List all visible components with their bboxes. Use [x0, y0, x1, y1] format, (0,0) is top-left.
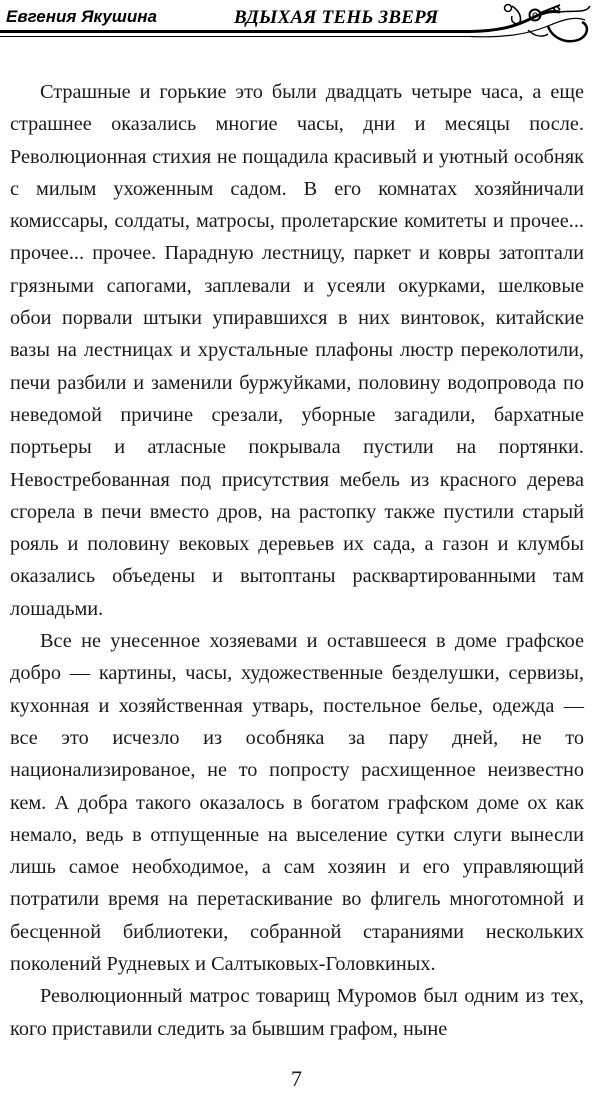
paragraph: Страшные и горькие это были двадцать четыре часа, а еще страшнее оказались многие часы, дни и месяцы после. Революционная стихия не пощадила красивый и уютный особняк с милым ухоженным садом. В его комнатах хозяйничали комиссары, солдаты, матросы, пролетарские комитеты и прочее... прочее... прочее. Парадную лестницу, паркет и ковры затоптали грязными сапогами, заплевали и усеяли окурками, шелковые обои порвали штыки упиравшихся в них винтовок, китайские вазы на лестницах и хрустальные плафоны люстр переколотили, печи разбили и заменили буржуйками, половину водопровода по неведомой причине срезали, уборные загадили, бархатные портьеры и атласные покрывала пустили на портянки. Невостребованная под присутствия мебель из красного дерева сгорела в печи вместо дров, на растопку также пустили старый рояль и половину вековых деревьев их сада, а газон и клумбы оказались объедены и вытоптаны расквартированными там лошадьми.: [10, 81, 584, 620]
page-number: 7: [291, 1066, 302, 1091]
paragraph: Все не унесенное хозяевами и оставшееся в доме графское добро — картины, часы, художественные безделушки, сервизы, кухонная и хозяйственная утварь, постельное белье, одежда — все это исчезло из особняка за пару дней, не то национализированое, не то попросту расхищенное неизвестно кем. А добра такого оказалось в богатом графском доме ох как немало, ведь в отпущенные на выселение сутки слуги вынесли лишь самое необходимое, а сам хозяин и его управляющий потратили время на перетаскивание во флигель многотомной и бесценной библиотеки, собранной стараниями нескольких поколений Рудневых и Салтыковых-Головкиных.: [10, 630, 584, 976]
running-header: [0, 0, 593, 48]
paragraph: Революционный матрос товарищ Муромов был одним из тех, кого приставили следить за бывшим графом, ныне: [10, 985, 584, 1040]
flourish-key-icon: [470, 5, 590, 42]
header-author: Евгения Якушина: [6, 7, 157, 26]
header-book-title: ВДЫХАЯ ТЕНЬ ЗВЕРЯ: [234, 7, 439, 28]
body-text: [10, 76, 584, 1045]
